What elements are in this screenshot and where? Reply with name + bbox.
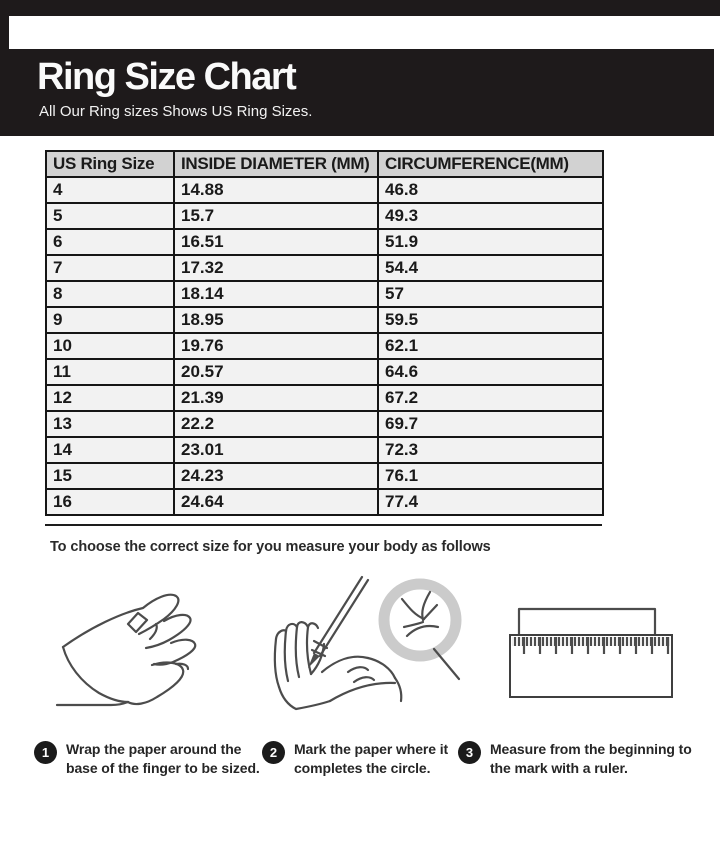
table-cell: 23.01 — [174, 437, 378, 463]
table-row — [46, 177, 603, 203]
table-underline — [45, 524, 602, 526]
table-cell: 18.14 — [174, 281, 378, 307]
table-cell: 8 — [46, 281, 174, 307]
table-row — [46, 229, 603, 255]
measure-instructions-heading: To choose the correct size for you measure your body as follows — [50, 539, 491, 555]
table-header-row — [46, 151, 603, 177]
table-cell: 22.2 — [174, 411, 378, 437]
table-cell: 12 — [46, 385, 174, 411]
header — [0, 0, 720, 136]
page-subtitle: All Our Ring sizes Shows US Ring Sizes. — [39, 103, 313, 120]
column-header-circumference: CIRCUMFERENCE(MM) — [378, 151, 603, 177]
table-cell: 16.51 — [174, 229, 378, 255]
table-cell: 67.2 — [378, 385, 603, 411]
table-row — [46, 281, 603, 307]
table-cell: 24.64 — [174, 489, 378, 515]
table-cell: 17.32 — [174, 255, 378, 281]
table-cell: 69.7 — [378, 411, 603, 437]
table-cell: 59.5 — [378, 307, 603, 333]
table-cell: 20.57 — [174, 359, 378, 385]
table-row — [46, 255, 603, 281]
table-row — [46, 359, 603, 385]
table-cell: 62.1 — [378, 333, 603, 359]
illustrations-row — [0, 559, 720, 726]
ruler-long-ticks — [512, 637, 670, 654]
magnifier-ring — [384, 584, 456, 656]
table-row — [46, 489, 603, 515]
table-cell: 24.23 — [174, 463, 378, 489]
table-cell: 49.3 — [378, 203, 603, 229]
header-white-band — [9, 16, 720, 49]
mark-paper-with-pen-illustration — [262, 573, 467, 713]
step-1-caption: Wrap the paper around the base of the finger to be sized. — [66, 741, 260, 776]
table-cell: 9 — [46, 307, 174, 333]
table-cell: 77.4 — [378, 489, 603, 515]
table-cell: 4 — [46, 177, 174, 203]
step-3 — [458, 740, 716, 778]
table-cell: 57 — [378, 281, 603, 307]
table-row — [46, 437, 603, 463]
table-cell: 72.3 — [378, 437, 603, 463]
table-cell: 21.39 — [174, 385, 378, 411]
step-2-number-badge: 2 — [262, 741, 285, 764]
table-cell: 46.8 — [378, 177, 603, 203]
table-cell: 10 — [46, 333, 174, 359]
paper-strip — [519, 609, 655, 635]
table-row — [46, 203, 603, 229]
table-cell: 6 — [46, 229, 174, 255]
table-cell: 15.7 — [174, 203, 378, 229]
table-cell: 11 — [46, 359, 174, 385]
table-cell: 18.95 — [174, 307, 378, 333]
size-table-section — [45, 150, 602, 526]
step-3-caption: Measure from the beginning to the mark with a ruler. — [490, 741, 692, 776]
table-cell: 14 — [46, 437, 174, 463]
steps-row — [0, 736, 720, 808]
header-right-sliver — [714, 49, 720, 136]
column-header-inside-diameter: INSIDE DIAMETER (MM) — [174, 151, 378, 177]
table-row — [46, 463, 603, 489]
hand-with-paper-strip-illustration — [55, 583, 235, 711]
step-2-caption: Mark the paper where it completes the circle. — [294, 741, 449, 776]
table-cell: 15 — [46, 463, 174, 489]
step-3-number-badge: 3 — [458, 741, 481, 764]
table-cell: 16 — [46, 489, 174, 515]
step-2 — [262, 740, 474, 778]
step-1-number-badge: 1 — [34, 741, 57, 764]
table-cell: 19.76 — [174, 333, 378, 359]
table-row — [46, 333, 603, 359]
table-cell: 13 — [46, 411, 174, 437]
column-header-us-ring-size: US Ring Size — [46, 151, 174, 177]
table-row — [46, 385, 603, 411]
table-cell: 51.9 — [378, 229, 603, 255]
table-row — [46, 307, 603, 333]
ruler-measure-illustration — [505, 605, 680, 705]
table-row — [46, 411, 603, 437]
table-cell: 64.6 — [378, 359, 603, 385]
table-cell: 76.1 — [378, 463, 603, 489]
table-cell: 14.88 — [174, 177, 378, 203]
ring-size-table — [45, 150, 604, 516]
step-1 — [34, 740, 270, 778]
page-title: Ring Size Chart — [37, 56, 296, 98]
table-cell: 7 — [46, 255, 174, 281]
size-table-body — [46, 177, 603, 515]
table-cell: 54.4 — [378, 255, 603, 281]
table-cell: 5 — [46, 203, 174, 229]
